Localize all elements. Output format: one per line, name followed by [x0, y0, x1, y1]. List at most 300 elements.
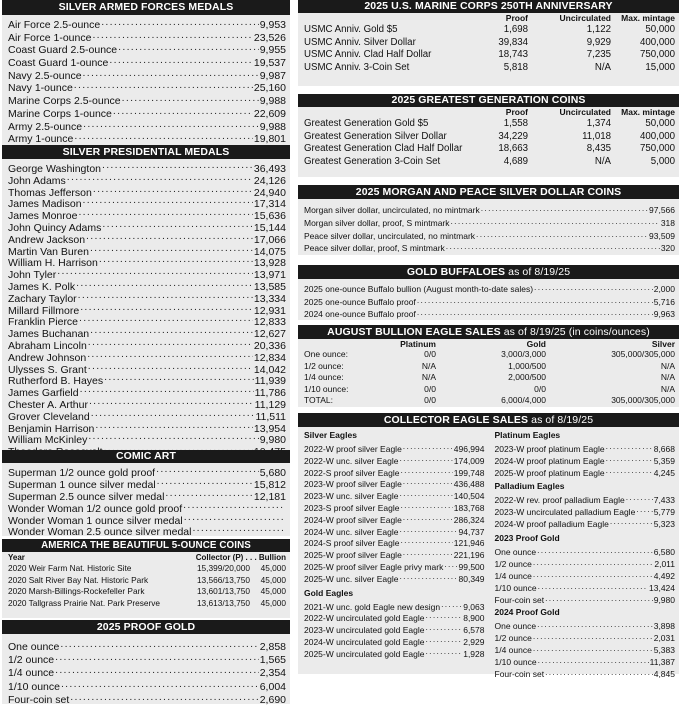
list-item — [298, 215, 679, 228]
item-value: 11,511 — [255, 410, 286, 423]
cell-name: Greatest Generation Gold $5 — [304, 118, 429, 129]
item-name: Grover Cleveland — [8, 410, 90, 423]
dot-leader — [538, 580, 648, 591]
subtitle-text: as of 8/19/25 — [531, 414, 594, 426]
cell-max: 15,000 — [645, 61, 675, 73]
cell-collector: 13,566/13,750 — [196, 574, 250, 585]
item-name: 2025-W unc. silver Eagle — [304, 573, 399, 584]
item-name: Superman 2.5 ounce silver medal — [8, 490, 165, 503]
item-name: Marine Corps 1-ounce — [8, 107, 112, 120]
item-name: 1/4 ounce — [8, 667, 55, 680]
dot-leader — [83, 118, 259, 130]
item-name: William H. Harrison — [8, 257, 98, 270]
col-silver: Silver — [651, 339, 675, 349]
dot-leader — [533, 630, 653, 641]
dot-leader — [545, 666, 653, 677]
cell-proof: 39,834 — [498, 36, 528, 48]
section-title: 2025 U.S. MARINE CORPS 250TH ANNIVERSARY — [298, 0, 679, 13]
dot-leader — [545, 592, 653, 603]
dot-leader — [80, 302, 253, 314]
item-name: Army 1-ounce — [8, 133, 74, 146]
dot-leader — [83, 195, 253, 207]
dot-leader — [88, 337, 253, 349]
usmc-header-row — [298, 13, 679, 24]
item-name: 2025-W proof platinum Eagle — [494, 467, 605, 478]
cell-unc: 11,018 — [582, 130, 611, 142]
item-value: 199,748 — [453, 467, 485, 478]
list-item — [2, 160, 290, 175]
item-name: 1/4 ounce — [494, 644, 532, 655]
table-row — [298, 349, 679, 361]
dot-leader — [400, 488, 453, 499]
item-value: 121,946 — [453, 538, 485, 549]
usmc-section — [298, 0, 679, 86]
item-name: 2023-W proof platinum Eagle — [494, 444, 605, 454]
section-title: AMERICA THE BEAUTIFUL 5-OUNCE COINS — [2, 539, 290, 552]
table-row — [2, 563, 290, 575]
item-value: 20,336 — [253, 339, 286, 352]
cell-max: 5,000 — [650, 155, 675, 167]
item-value: 25,160 — [253, 82, 286, 95]
greatest-generation-section — [298, 94, 679, 177]
dot-leader — [610, 516, 653, 527]
item-value: 93,509 — [649, 230, 675, 241]
item-value: 36,493 — [253, 163, 286, 175]
section-title: SILVER PRESIDENTIAL MEDALS — [2, 145, 290, 159]
item-name: Morgan silver dollar, proof, S mintmark — [304, 217, 450, 228]
cell-unc: 9,929 — [586, 36, 611, 48]
item-value: 12,833 — [253, 316, 286, 329]
item-value: 9,955 — [259, 44, 286, 57]
item-value: 9,063 — [463, 601, 485, 612]
cell-proof: 4,689 — [503, 155, 528, 167]
dot-leader — [88, 361, 253, 373]
dot-leader — [80, 384, 254, 396]
dot-leader — [78, 207, 252, 219]
col-proof: Proof — [505, 107, 528, 117]
col-collector-bullion: Collector (P) . . . Bullion — [195, 553, 286, 562]
item-name: Air Force 2.5-ounce — [8, 19, 101, 31]
dot-leader — [476, 228, 648, 239]
item-name: Air Force 1-ounce — [8, 31, 92, 44]
item-value: 2,690 — [259, 693, 286, 706]
cell-collector: 13,613/13,750 — [196, 597, 250, 608]
dot-leader — [636, 504, 652, 515]
dot-leader — [86, 231, 253, 243]
item-value: 3,898 — [653, 620, 675, 631]
item-value: 8,900 — [463, 613, 485, 624]
gold-buffaloes-section — [298, 265, 679, 320]
dot-leader — [426, 634, 463, 645]
item-value: 2,011 — [654, 558, 675, 569]
item-value: 12,931 — [253, 304, 286, 317]
dot-leader — [444, 559, 457, 570]
item-value: 140,504 — [453, 491, 485, 502]
item-name: George Washington — [8, 163, 101, 175]
item-value: 7,433 — [653, 495, 675, 506]
item-value: 496,994 — [453, 444, 485, 454]
cell-plat: 0/0 — [424, 349, 436, 359]
item-name: Four-coin set — [8, 693, 70, 706]
item-value: 5,383 — [653, 644, 675, 655]
dot-leader — [93, 184, 253, 196]
col-year: Year — [8, 553, 25, 562]
cell-unc: 8,435 — [586, 143, 611, 154]
gold-eagles-title: Gold Eagles — [304, 587, 354, 598]
item-value: 99,500 — [458, 561, 485, 572]
item-value: 2,858 — [259, 641, 286, 653]
dot-leader — [403, 547, 453, 558]
cell-name: USMC Anniv. Gold $5 — [304, 24, 398, 35]
item-name: 2022-W unc. silver Eagle — [304, 455, 399, 466]
bullion-header-row — [298, 339, 679, 349]
dot-leader — [88, 431, 258, 443]
dot-leader — [403, 441, 453, 452]
col-gold: Gold — [526, 339, 546, 349]
list-item — [298, 228, 679, 241]
item-name: 1/2 ounce — [8, 654, 55, 667]
item-name: Wonder Woman 1/2 ounce gold proof — [8, 502, 183, 515]
cell-name: 1/2 ounce: — [304, 360, 344, 371]
item-name: James Monroe — [8, 210, 78, 223]
item-name: Franklin Pierce — [8, 316, 79, 329]
item-value: 221,196 — [453, 550, 485, 561]
item-name: Navy 1-ounce — [8, 82, 73, 95]
item-value: 5,323 — [653, 518, 675, 529]
item-name: Superman 1/2 ounce gold proof — [8, 467, 156, 479]
dot-leader — [400, 571, 458, 582]
item-name: William McKinley — [8, 434, 88, 447]
item-name: One ounce — [494, 620, 537, 631]
dot-leader — [102, 219, 252, 231]
col-max: Max. mintage — [621, 107, 675, 117]
dot-leader — [400, 500, 452, 511]
item-name: 1/2 ounce — [494, 558, 532, 569]
cell-max: 750,000 — [639, 143, 675, 154]
list-item — [489, 492, 680, 504]
item-value: 17,066 — [253, 233, 286, 246]
col-platinum: Platinum — [400, 339, 436, 349]
item-name: 2023-W unc. silver Eagle — [304, 491, 399, 502]
dot-leader — [451, 215, 660, 226]
col-max: Max. mintage — [621, 13, 675, 23]
cell-proof: 5,818 — [503, 61, 528, 73]
cell-bullion: 45,000 — [260, 597, 286, 608]
table-row — [298, 62, 679, 75]
item-name: 2024-W proof platinum Eagle — [494, 455, 605, 466]
section-title: 2025 MORGAN AND PEACE SILVER DOLLAR COINS — [298, 185, 679, 199]
item-value: 11,939 — [254, 375, 286, 388]
item-name: 2024-W proof silver Eagle — [304, 514, 402, 525]
item-value: 286,324 — [453, 514, 485, 525]
item-value: 14,075 — [253, 245, 286, 258]
cell-bullion: 45,000 — [260, 574, 286, 585]
cell-bullion: 45,000 — [260, 586, 286, 596]
cell-gold: 2,000/500 — [508, 372, 546, 382]
dot-leader — [537, 618, 653, 629]
item-value: 4,492 — [653, 570, 675, 581]
item-name: 2024-S proof silver Eagle — [304, 538, 400, 549]
item-value: 17,314 — [253, 198, 286, 211]
dot-leader — [122, 92, 259, 104]
dot-leader — [87, 349, 253, 361]
item-value: 13,954 — [253, 422, 286, 435]
item-value: 12,834 — [253, 351, 286, 364]
dot-leader — [74, 130, 253, 142]
list-item — [489, 618, 680, 630]
table-row — [298, 372, 679, 384]
dot-leader — [78, 290, 253, 302]
section-title — [298, 325, 679, 339]
item-name: Andrew Johnson — [8, 351, 87, 364]
item-name: 2022-W proof silver Eagle — [304, 444, 402, 454]
item-value: 4,245 — [653, 467, 675, 478]
item-name: 2025 one-ounce Buffalo proof — [304, 296, 416, 307]
cell-name: 2020 Weir Farm Nat. Historic Site — [8, 563, 132, 573]
cell-silver: N/A — [660, 383, 675, 394]
list-item — [2, 16, 290, 29]
dot-leader — [533, 556, 654, 567]
item-name: 2022-S proof silver Eagle — [304, 467, 400, 478]
dot-leader — [481, 202, 648, 213]
item-value: 2,354 — [259, 667, 286, 680]
item-value: 9,988 — [259, 120, 286, 133]
palladium-eagles-title: Palladium Eagles — [494, 481, 565, 492]
atb-header-row — [2, 552, 290, 563]
comic-art-section — [2, 450, 290, 539]
dot-leader — [417, 306, 653, 317]
item-value: 24,940 — [253, 186, 286, 199]
subtitle-text: as of 8/19/25 — [508, 266, 571, 278]
proof-gold-2025-section — [2, 620, 290, 704]
dot-leader — [90, 243, 253, 255]
dot-leader — [76, 278, 253, 290]
table-row — [2, 575, 290, 587]
list-item — [298, 294, 679, 307]
cell-name: USMC Anniv. Silver Dollar — [304, 36, 416, 48]
dot-leader — [83, 67, 259, 79]
item-value: 22,609 — [253, 107, 286, 120]
list-item — [298, 306, 679, 319]
item-name: 2023-W uncirculated palladium Eagle — [494, 507, 636, 518]
table-row — [298, 37, 679, 50]
list-item — [2, 638, 290, 651]
item-value: 24,126 — [253, 174, 286, 187]
gg-header-row — [298, 107, 679, 118]
cell-collector: 15,399/20,000 — [196, 563, 250, 573]
section-title: 2025 PROOF GOLD — [2, 620, 290, 634]
table-row — [298, 395, 679, 407]
cell-max: 400,000 — [639, 36, 675, 48]
item-value: 1,928 — [463, 648, 485, 659]
item-value: 19,537 — [253, 57, 286, 70]
cell-max: 50,000 — [645, 24, 675, 35]
item-name: Coast Guard 2.5-ounce — [8, 44, 118, 57]
cell-silver: 305,000/305,000 — [611, 349, 675, 359]
cell-gold: 6,000/4,000 — [501, 395, 546, 405]
section-title — [298, 265, 679, 279]
item-value: 8,668 — [653, 444, 675, 454]
dot-leader — [95, 420, 253, 432]
table-row — [298, 384, 679, 396]
subtitle-text: as of 8/19/25 (in coins/ounces) — [503, 326, 650, 338]
dot-leader — [157, 476, 253, 488]
cell-max: 50,000 — [645, 118, 675, 129]
item-name: Morgan silver dollar, uncirculated, no mintmark — [304, 205, 480, 215]
item-value: 13,585 — [253, 280, 286, 293]
item-value: 13,928 — [253, 257, 286, 270]
item-value: 4,845 — [653, 668, 675, 679]
list-item — [298, 599, 489, 611]
collector-right-half — [489, 427, 680, 678]
item-name: 2024-W uncirculated gold Eagle — [304, 636, 425, 647]
dot-leader — [90, 325, 253, 337]
list-item — [489, 654, 680, 666]
cell-name: USMC Anniv. 3-Coin Set — [304, 61, 410, 73]
dot-leader — [55, 651, 259, 663]
dot-leader — [533, 642, 653, 653]
dot-leader — [57, 266, 253, 278]
dot-leader — [626, 492, 653, 503]
item-value: 9,980 — [653, 594, 675, 605]
list-item — [298, 281, 679, 294]
item-value: 19,801 — [253, 133, 286, 146]
dot-leader — [537, 544, 653, 555]
dot-leader — [426, 646, 463, 657]
list-item — [2, 464, 290, 479]
dot-leader — [79, 313, 253, 325]
bullion-eagle-section — [298, 325, 679, 407]
table-row — [298, 24, 679, 37]
item-value: 2,031 — [653, 632, 675, 643]
cell-proof: 1,558 — [503, 118, 528, 129]
item-name: Ulysses S. Grant — [8, 363, 87, 376]
dot-leader — [55, 664, 259, 676]
title-text: AUGUST BULLION EAGLE SALES — [327, 326, 501, 338]
item-name: 2023-W uncirculated gold Eagle — [304, 625, 425, 636]
list-item — [489, 580, 680, 592]
dot-leader — [400, 535, 452, 546]
table-row — [298, 118, 679, 131]
item-name: John Tyler — [8, 269, 57, 282]
table-row — [298, 131, 679, 144]
item-value: 9,963 — [653, 309, 675, 320]
dot-leader — [104, 372, 254, 384]
item-name: James K. Polk — [8, 280, 76, 293]
cell-name: USMC Anniv. Clad Half Dollar — [304, 49, 432, 60]
dot-leader — [74, 79, 253, 91]
cell-unc: 1,374 — [586, 118, 611, 129]
item-value: 6,580 — [653, 546, 675, 557]
item-name: Peace silver dollar, uncirculated, no mintmark — [304, 230, 476, 241]
item-value: 13,334 — [253, 292, 286, 305]
list-item — [489, 568, 680, 580]
dot-leader — [156, 464, 259, 476]
section-title: SILVER ARMED FORCES MEDALS — [2, 0, 290, 15]
table-row — [298, 361, 679, 373]
list-item — [489, 592, 680, 604]
dot-leader — [61, 678, 259, 690]
dot-leader — [89, 396, 254, 408]
dot-leader — [113, 105, 253, 117]
item-name: 2022-W rev. proof palladium Eagle — [494, 495, 625, 506]
table-row — [298, 143, 679, 156]
item-name: 2025 one-ounce Buffalo bullion (August month-to-date sales) — [304, 284, 534, 294]
item-name: Coast Guard 1-ounce — [8, 57, 109, 70]
dot-leader — [184, 512, 285, 524]
proof-gold-2023-title: 2023 Proof Gold — [494, 532, 560, 543]
dot-leader — [70, 691, 258, 703]
item-value: 2,929 — [463, 636, 485, 647]
item-name: 2025-W uncirculated gold Eagle — [304, 648, 425, 659]
item-value: 174,009 — [453, 455, 485, 466]
item-name: John Quincy Adams — [8, 221, 102, 234]
cell-unc: 1,122 — [586, 24, 611, 35]
item-name: 2025-W proof silver Eagle — [304, 550, 402, 561]
item-value: 9,988 — [259, 95, 286, 108]
list-item — [489, 441, 680, 453]
item-value: 436,488 — [453, 479, 485, 490]
dot-leader — [446, 240, 660, 251]
silver-armed-forces-section — [2, 0, 290, 145]
cell-name: Greatest Generation 3-Coin Set — [304, 155, 441, 167]
dot-leader — [109, 54, 252, 66]
dot-leader — [400, 453, 453, 464]
item-name: Benjamin Harrison — [8, 422, 95, 435]
item-name: Rutherford B. Hayes — [8, 375, 104, 388]
item-name: Abraham Lincoln — [8, 339, 87, 352]
col-unc: Uncirculated — [559, 107, 611, 117]
cell-proof: 18,663 — [498, 143, 528, 154]
item-name: Andrew Jackson — [8, 233, 86, 246]
item-value: 2,000 — [653, 284, 675, 294]
item-name: Four-coin set — [494, 668, 545, 679]
cell-bullion: 45,000 — [260, 563, 286, 573]
item-name: James Buchanan — [8, 328, 90, 341]
item-name: Superman 1 ounce silver medal — [8, 478, 156, 491]
item-name: 2024 one-ounce Buffalo proof — [304, 309, 416, 320]
cell-silver: 305,000/305,000 — [611, 395, 675, 405]
cell-name: TOTAL: — [304, 395, 333, 405]
item-value: 12,181 — [253, 490, 286, 503]
item-name: 2021-W unc. gold Eagle new design — [304, 601, 441, 612]
dot-leader — [92, 29, 252, 41]
item-name: 2024-W unc. silver Eagle — [304, 526, 399, 537]
item-name: Four-coin set — [494, 594, 545, 605]
cell-max: 400,000 — [639, 130, 675, 142]
section-title: 2025 GREATEST GENERATION COINS — [298, 94, 679, 107]
dot-leader — [606, 441, 653, 452]
item-value: 5,716 — [653, 296, 675, 307]
cell-name: 1/4 ounce: — [304, 372, 344, 382]
cell-plat: N/A — [421, 360, 436, 371]
item-value: 11,387 — [649, 656, 675, 667]
cell-plat: 0/0 — [424, 383, 436, 394]
cell-proof: 1,698 — [503, 24, 528, 35]
table-row — [298, 156, 679, 169]
list-item — [489, 544, 680, 556]
table-row — [2, 598, 290, 610]
item-name: 1/10 ounce — [494, 656, 537, 667]
dot-leader — [118, 41, 259, 53]
dot-leader — [417, 294, 653, 305]
item-name: Martin Van Buren — [8, 245, 89, 258]
cell-collector: 13,601/13,750 — [196, 586, 250, 596]
item-value: 11,786 — [254, 387, 286, 400]
dot-leader — [183, 500, 285, 512]
item-value: 5,359 — [653, 455, 675, 466]
item-name: James Madison — [8, 198, 82, 211]
